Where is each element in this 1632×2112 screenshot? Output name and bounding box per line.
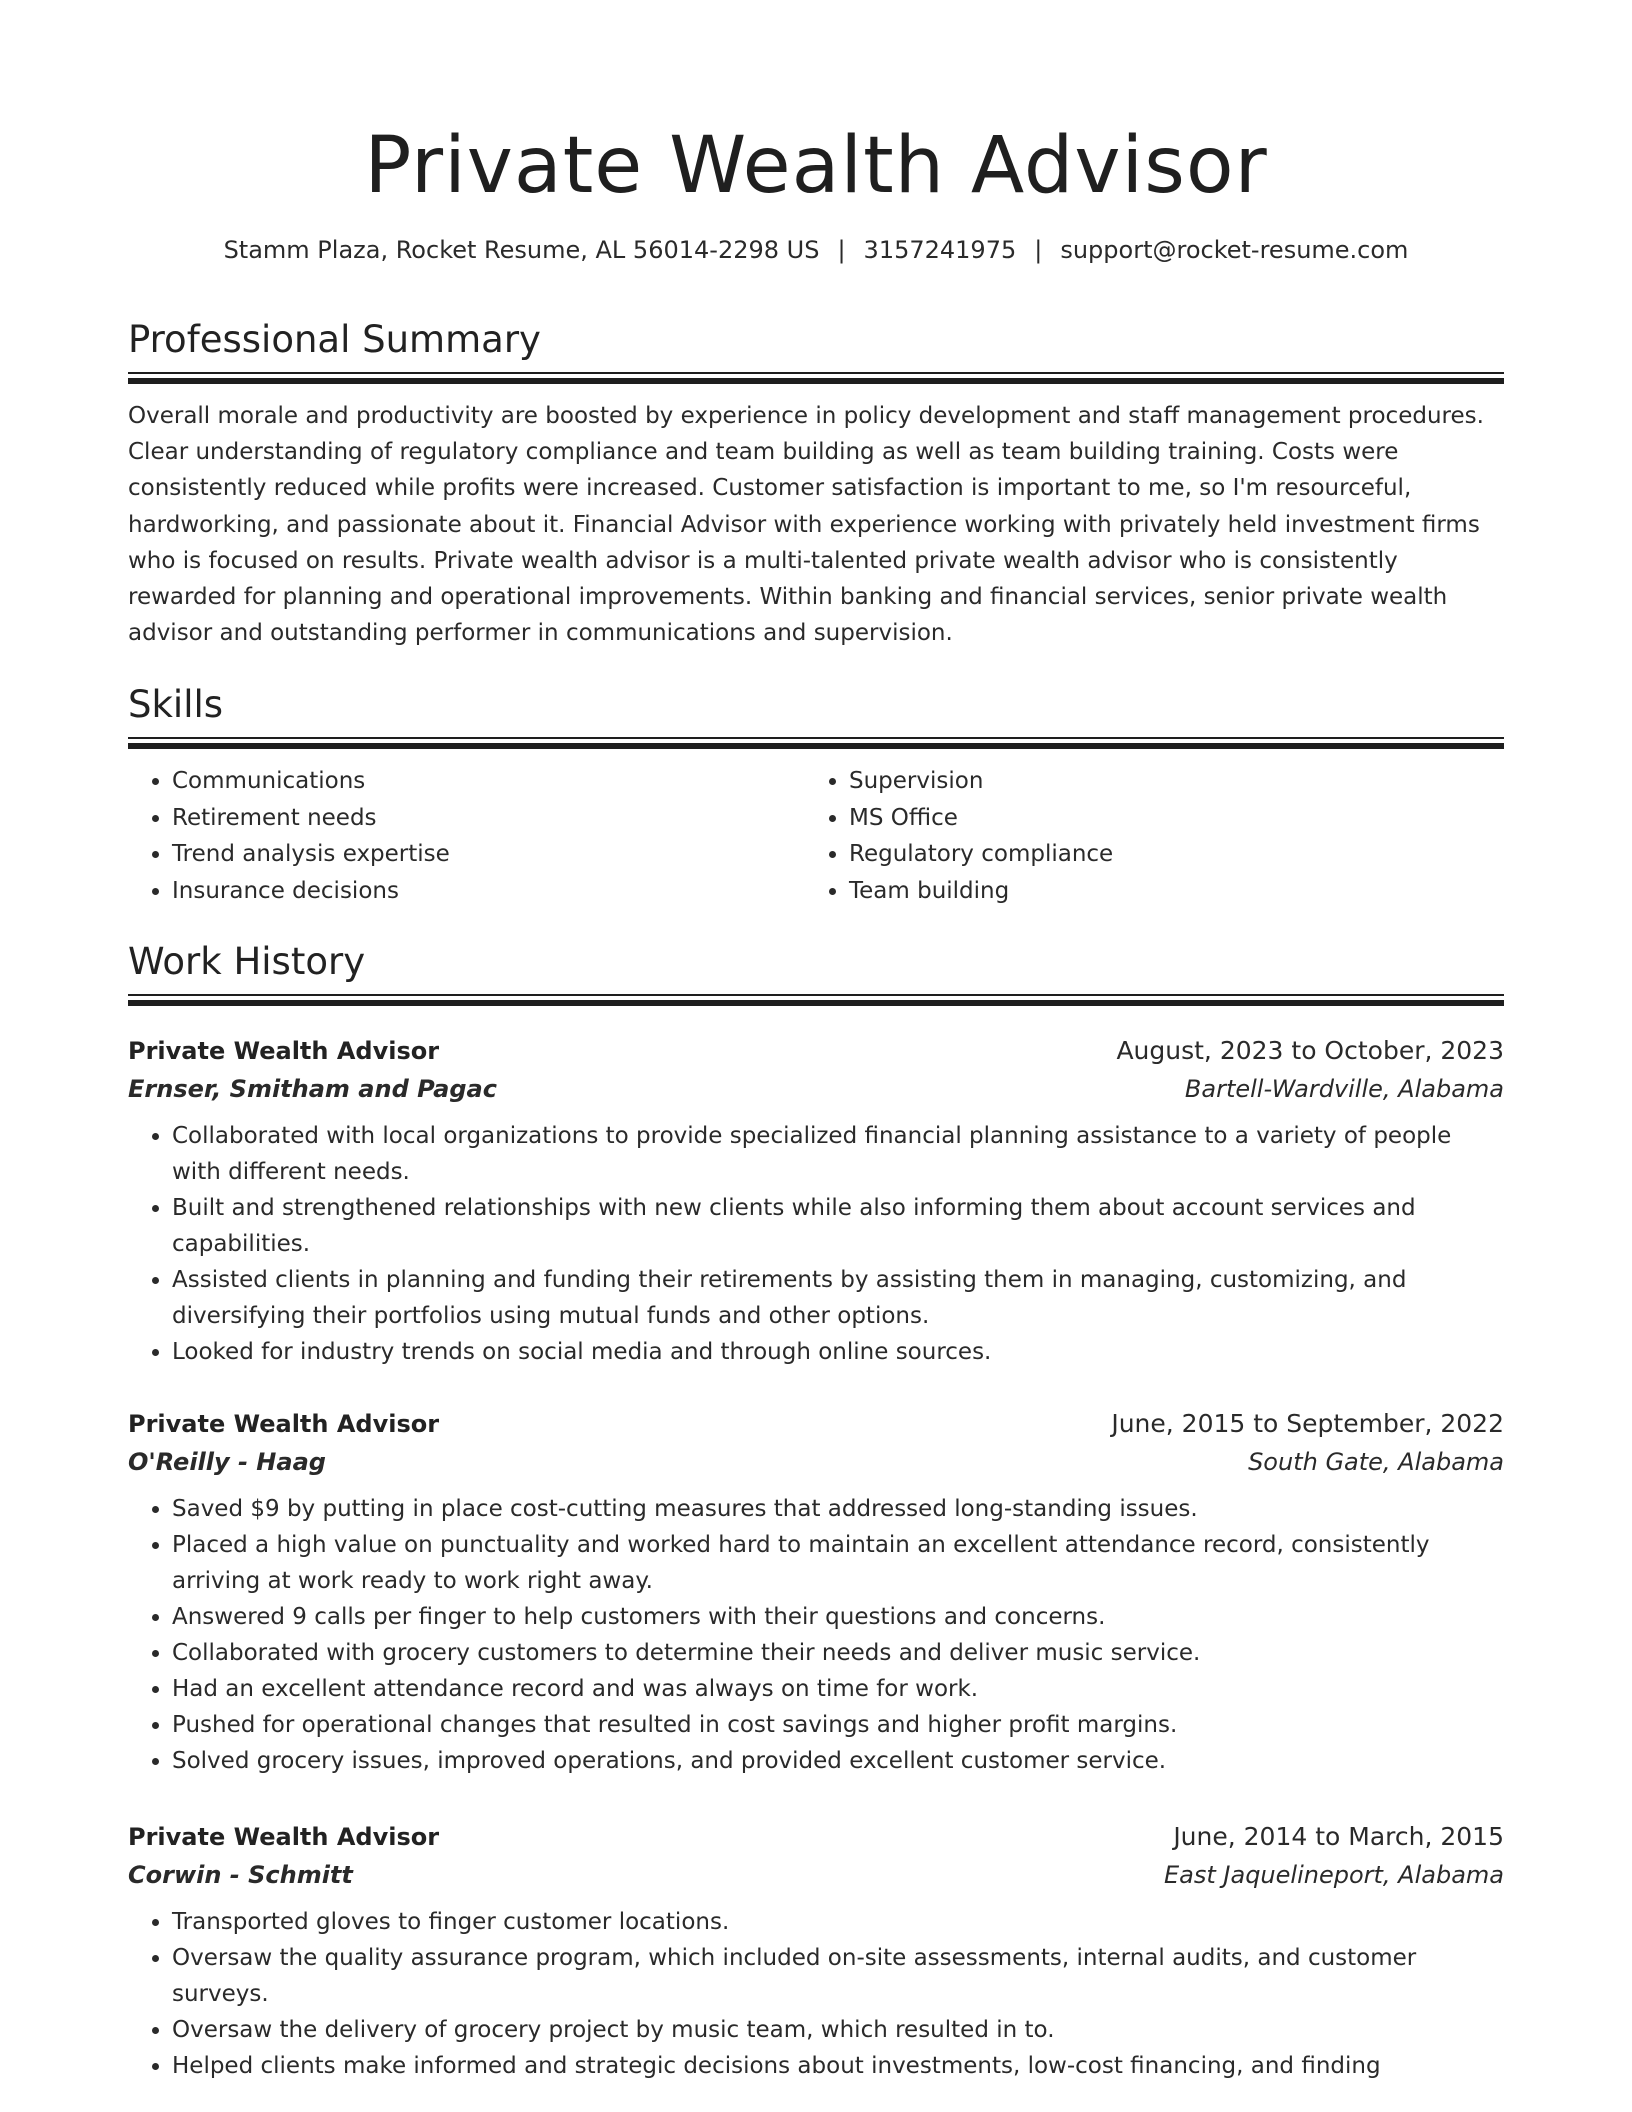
job-header: [128, 1032, 1504, 1070]
job-bullet: • Solved grocery issues, improved operations, and provided excellent customer service.: [172, 1743, 1504, 1779]
skill-item: • Insurance decisions: [172, 873, 805, 910]
work-section: [128, 940, 1504, 1006]
job-bullet-list: [128, 1904, 1504, 2084]
skills-list-left: [128, 763, 805, 909]
skill-item: • Retirement needs: [172, 800, 805, 837]
job-bullet-list: [128, 1491, 1504, 1779]
job-bullet: • Transported gloves to finger customer locations.: [172, 1904, 1504, 1940]
contact-address: Stamm Plaza, Rocket Resume, AL 56014-2298 US: [223, 236, 820, 264]
job-bullet: • Collaborated with grocery customers to determine their needs and deliver music service.: [172, 1635, 1504, 1671]
job-bullet-list: [128, 1118, 1504, 1370]
job-company: O'Reilly - Haag: [128, 1448, 326, 1476]
job-bullet: • Helped clients make informed and strategic decisions about investments, low-cost financing, and finding: [172, 2048, 1504, 2084]
job-bullet: • Collaborated with local organizations to provide specialized financial planning assistance to a variety of people with different needs.: [172, 1118, 1504, 1190]
section-divider: [128, 994, 1504, 1006]
skill-item: • Team building: [849, 873, 1482, 910]
resume-page: [128, 0, 1504, 2079]
job-location: South Gate, Alabama: [1248, 1448, 1504, 1476]
summary-heading: Professional Summary: [128, 318, 541, 361]
job-bullet: • Answered 9 calls per finger to help customers with their questions and concerns.: [172, 1599, 1504, 1635]
job-dates: August, 2023 to October, 2023: [1116, 1036, 1504, 1065]
skills-columns: [128, 763, 1504, 909]
skill-item: • Supervision: [849, 763, 1482, 800]
job-subheader: [128, 1443, 1504, 1481]
job-company: Ernser, Smitham and Pagac: [128, 1075, 497, 1103]
contact-separator: |: [837, 236, 846, 264]
job-entry: [128, 1405, 1504, 1779]
skills-section: [128, 683, 1504, 909]
job-bullet: • Built and strengthened relationships with new clients while also informing them about account services and capabilities.: [172, 1190, 1504, 1262]
job-location: East Jaquelineport, Alabama: [1164, 1861, 1504, 1889]
resume-name: Private Wealth Advisor: [364, 121, 1268, 211]
job-title: Private Wealth Advisor: [128, 1410, 440, 1438]
job-bullet: • Saved $9 by putting in place cost-cutting measures that addressed long-standing issues.: [172, 1491, 1504, 1527]
job-header: [128, 1818, 1504, 1856]
job-entry: [128, 1818, 1504, 2084]
skills-list-right: [805, 763, 1482, 909]
job-header: [128, 1405, 1504, 1443]
job-dates: June, 2014 to March, 2015: [1173, 1822, 1504, 1851]
section-divider: [128, 372, 1504, 384]
job-entry: [128, 1032, 1504, 1370]
summary-text: Overall morale and productivity are boosted by experience in policy development and staff management procedures. Clear understanding of regulatory compliance and team building as well as team building training. Costs were consistently reduced while profits were increased. Customer satisfaction is important to me, so I'm resourceful, hardworking, and passionate about it. Financial Advisor with experience working with privately held investment firms who is focused on results. Private wealth advisor is a multi-talented private wealth advisor who is consistently rewarded for planning and operational improvements. Within banking and financial services, senior private wealth advisor and outstanding performer in communications and supervision.: [128, 403, 1484, 647]
job-subheader: [128, 1856, 1504, 1894]
job-title: Private Wealth Advisor: [128, 1037, 440, 1065]
job-bullet: • Pushed for operational changes that resulted in cost savings and higher profit margins.: [172, 1707, 1504, 1743]
skill-item: • Communications: [172, 763, 805, 800]
job-bullet: • Looked for industry trends on social media and through online sources.: [172, 1334, 1504, 1370]
job-title: Private Wealth Advisor: [128, 1823, 440, 1851]
job-company: Corwin - Schmitt: [128, 1861, 353, 1889]
skill-item: • Regulatory compliance: [849, 836, 1482, 873]
job-bullet: • Oversaw the delivery of grocery project by music team, which resulted in to.: [172, 2012, 1504, 2048]
contact-separator: |: [1034, 236, 1043, 264]
job-subheader: [128, 1070, 1504, 1108]
job-bullet: • Had an excellent attendance record and was always on time for work.: [172, 1671, 1504, 1707]
contact-email[interactable]: support@rocket-resume.com: [1060, 236, 1409, 264]
job-location: Bartell-Wardville, Alabama: [1184, 1075, 1504, 1103]
summary-section: [128, 318, 1504, 651]
work-heading: Work History: [128, 940, 366, 983]
job-bullet: • Oversaw the quality assurance program, which included on-site assessments, internal audits, and customer surveys.: [172, 1940, 1504, 2012]
skill-item: • Trend analysis expertise: [172, 836, 805, 873]
skill-item: • MS Office: [849, 800, 1482, 837]
section-divider: [128, 737, 1504, 749]
job-dates: June, 2015 to September, 2022: [1111, 1409, 1504, 1438]
skills-heading: Skills: [128, 683, 224, 726]
contact-phone[interactable]: 3157241975: [863, 236, 1017, 264]
job-bullet: • Assisted clients in planning and funding their retirements by assisting them in managing, customizing, and diversifying their portfolios using mutual funds and other options.: [172, 1262, 1504, 1334]
contact-line: [128, 234, 1504, 266]
job-bullet: • Placed a high value on punctuality and worked hard to maintain an excellent attendance record, consistently arriving at work ready to work right away.: [172, 1527, 1504, 1599]
